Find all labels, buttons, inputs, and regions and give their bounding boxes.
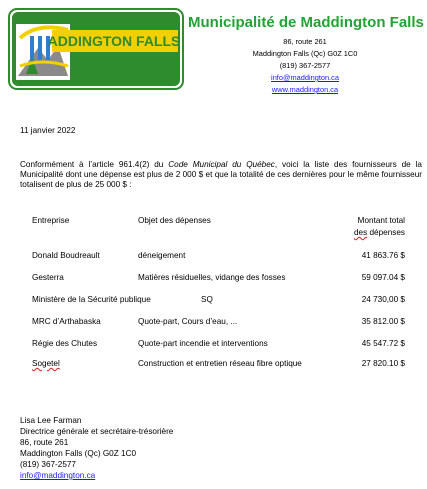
- intro-before: Conformément à l’article 961.4(2) du: [20, 160, 169, 169]
- signatory-city: Maddington Falls (Qc) G0Z 1C0: [20, 449, 137, 458]
- table-row: [0, 339, 427, 351]
- row-object: Quote-part, Cours d’eau, ...: [138, 317, 238, 326]
- logo-wordmark: ADDINGTON FALLS: [47, 33, 181, 49]
- signatory-phone: (819) 367-2577: [20, 460, 76, 469]
- header-object: Objet des dépenses: [138, 216, 211, 225]
- row-company: Ministère de la Sécurité publique: [32, 295, 151, 304]
- header-website-link[interactable]: www.maddington.ca: [271, 85, 339, 94]
- municipal-logo: [8, 8, 184, 90]
- header-amount: Montant total: [357, 216, 405, 225]
- row-amount: 45 547.72 $: [361, 339, 405, 348]
- signatory-email-link[interactable]: info@maddington.ca: [20, 471, 96, 480]
- row-object: Construction et entretien réseau fibre optique: [138, 359, 302, 368]
- intro-after: , voici la liste des fournisseurs de la Municipalité dont une dépense est plus de 2 000 $ et que la totalité de ces dernières pour le même fournisseur totalisent de plus de 25 000 $ :: [20, 160, 422, 189]
- header-company: Entreprise: [32, 216, 70, 225]
- table-row: [0, 317, 427, 329]
- row-company: Sogetel: [32, 359, 60, 368]
- row-object: Matières résiduelles, vidange des fosses: [138, 273, 286, 282]
- row-company: MRC d’Arthabaska: [32, 317, 101, 326]
- table-row: [0, 273, 427, 285]
- intro-paragraph: [20, 160, 422, 190]
- signatory-title: Directrice générale et secrétaire-trésorière: [20, 427, 174, 436]
- row-amount: 35 812.00 $: [361, 317, 405, 326]
- table-row: [0, 295, 427, 307]
- intro-code-name: Code Municipal du Québec: [168, 160, 275, 169]
- header-phone: (819) 367-2577: [279, 61, 331, 70]
- row-object: déneigement: [138, 251, 186, 260]
- row-amount: 59 097.04 $: [361, 273, 405, 282]
- municipality-name: Municipalité de Maddington Falls: [188, 14, 424, 31]
- header-address: 86, route 261: [283, 37, 327, 46]
- table-row: [0, 251, 427, 263]
- row-object: Quote-part incendie et interventions: [138, 339, 268, 348]
- row-company: Gesterra: [32, 273, 64, 282]
- letter-date: 11 janvier 2022: [20, 126, 76, 135]
- row-amount: 24 730,00 $: [361, 295, 405, 304]
- row-object: SQ: [201, 295, 213, 304]
- row-company: Régie des Chutes: [32, 339, 98, 348]
- header-email-link[interactable]: info@maddington.ca: [271, 73, 339, 82]
- row-amount: 27 820.10 $: [361, 359, 405, 368]
- signatory-name: Lisa Lee Farman: [20, 416, 82, 425]
- table-row: [0, 359, 427, 371]
- row-company: Donald Boudreault: [32, 251, 100, 260]
- signatory-address: 86, route 261: [20, 438, 69, 447]
- header-amount-line2: des dépenses: [354, 228, 405, 237]
- header-city: Maddington Falls (Qc) G0Z 1C0: [252, 49, 358, 58]
- row-amount: 41 863.76 $: [361, 251, 405, 260]
